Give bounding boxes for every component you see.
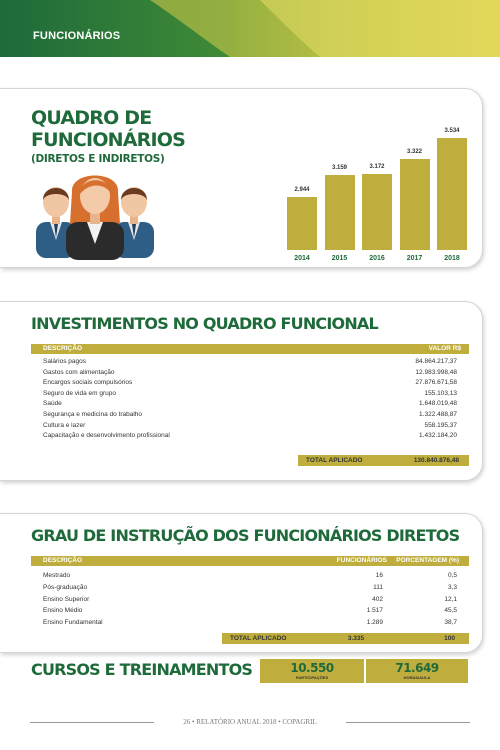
table-row [43, 606, 457, 615]
row-porcentagem: 3,3 [447, 583, 457, 591]
investimentos-total-label: TOTAL APLICADO [306, 457, 363, 464]
row-desc: Cultura e lazer [43, 421, 86, 429]
participacoes-metric [260, 659, 364, 683]
row-porcentagem: 45,5 [444, 607, 457, 615]
grau-col-desc: DESCRIÇÃO [43, 557, 83, 564]
row-funcionarios: 16 [375, 572, 383, 579]
header-title: FUNCIONÁRIOS [33, 30, 121, 42]
row-funcionarios: 111 [373, 583, 383, 591]
horas-metric [366, 659, 468, 683]
row-funcionarios: 1.289 [366, 619, 383, 627]
investimentos-total-value: 130.840.876,48 [413, 457, 459, 464]
grau-table-header [31, 556, 469, 566]
row-valor: 155.103,13 [424, 389, 457, 397]
row-desc: Segurança e medicina do trabalho [43, 411, 143, 418]
header-banner-graphic [0, 0, 500, 57]
participacoes-value: 10.550 [290, 661, 334, 675]
bar-2018 [437, 138, 467, 250]
bar-value-label: 2.944 [294, 187, 310, 193]
bar-2016 [362, 174, 392, 250]
row-porcentagem: 0,5 [447, 572, 457, 579]
grau-title: GRAU DE INSTRUÇÃO DOS FUNCIONÁRIOS DIRETOS [31, 526, 460, 545]
row-funcionarios: 1.517 [366, 607, 383, 615]
table-row [43, 583, 457, 592]
participacoes-label: PARTICIPAÇÕES [295, 675, 329, 680]
row-desc: Ensino Médio [43, 607, 83, 615]
table-row [43, 389, 457, 398]
table-row [43, 378, 457, 387]
grau-total-pct: 100 [444, 635, 455, 642]
footer-text: 26 • RELATÓRIO ANUAL 2018 • COPAGRIL [183, 718, 317, 726]
cursos-title: CURSOS E TREINAMENTOS [31, 660, 253, 679]
row-porcentagem: 12,1 [444, 595, 457, 603]
grau-col-pct: PORCENTAGEM (%) [396, 557, 459, 564]
row-valor: 558.195,37 [424, 421, 457, 429]
row-valor: 1.432.184,20 [419, 432, 457, 440]
table-row [43, 421, 457, 430]
row-desc: Ensino Fundamental [43, 619, 103, 627]
bar-value-label: 3.534 [444, 128, 460, 134]
table-row [43, 595, 457, 604]
investimentos-title: INVESTIMENTOS NO QUADRO FUNCIONAL [31, 314, 378, 333]
row-porcentagem: 38,7 [444, 619, 457, 627]
horas-label: HORAS/AULA [403, 675, 431, 680]
bar-category-label: 2014 [294, 255, 310, 262]
page-header [0, 0, 500, 57]
bar-value-label: 3.159 [331, 165, 347, 171]
row-valor: 12.983.998,48 [415, 368, 457, 376]
bar-category-label: 2017 [406, 255, 423, 262]
grau-total [222, 633, 469, 644]
row-valor: 1.648.019,48 [419, 400, 457, 408]
bar-2017 [400, 159, 430, 250]
row-valor: 1.322.488,87 [419, 411, 457, 418]
quadro-subtitle: (DIRETOS E INDIRETOS) [31, 153, 165, 165]
table-row [43, 410, 457, 419]
table-row [43, 618, 457, 627]
row-desc: Ensino Superior [43, 595, 90, 603]
row-desc: Encargos sociais compulsórios [43, 379, 133, 387]
bar-2015 [325, 175, 355, 250]
row-desc: Seguro de vida em grupo [43, 389, 116, 397]
table-row [43, 399, 457, 408]
row-desc: Pós-graduação [43, 583, 88, 591]
table-row [43, 571, 457, 580]
table-row [43, 368, 457, 377]
row-desc: Salários pagos [43, 358, 86, 365]
bar-value-label: 3.172 [369, 164, 385, 170]
grau-total-func: 3.335 [347, 635, 365, 642]
grau-col-func: FUNCIONÁRIOS [336, 557, 387, 564]
table-row [43, 431, 457, 440]
investimentos-total [298, 455, 469, 466]
table-row [43, 357, 457, 366]
investimentos-col-desc: DESCRIÇÃO [43, 345, 83, 352]
bar-2014 [287, 197, 317, 250]
grau-total-label: TOTAL APLICADO [230, 635, 287, 642]
bar-category-label: 2018 [444, 255, 460, 262]
row-desc: Mestrado [43, 572, 71, 579]
row-valor: 84.864.217,37 [415, 358, 457, 365]
row-desc: Saúde [43, 400, 62, 408]
row-desc: Gastos com alimentação [43, 368, 115, 376]
horas-value: 71.649 [395, 661, 439, 675]
quadro-title-line2: FUNCIONÁRIOS [31, 129, 186, 151]
row-funcionarios: 402 [372, 595, 383, 603]
row-valor: 27.876.671,58 [415, 379, 457, 387]
bar-category-label: 2016 [369, 255, 385, 262]
bar-value-label: 3.322 [406, 149, 422, 155]
row-desc: Capacitação e desenvolvimento profissional [43, 432, 170, 440]
investimentos-col-valor: VALOR R$ [428, 345, 461, 352]
quadro-title-line1: QUADRO DE [31, 107, 152, 129]
employees-illustration-icon [30, 172, 160, 260]
bar-category-label: 2015 [331, 255, 348, 262]
investimentos-table-header [31, 344, 469, 354]
